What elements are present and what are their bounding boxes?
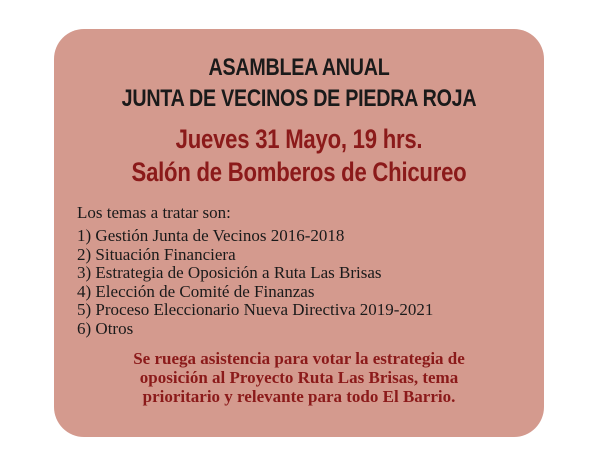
topic-item: 6) Otros [77, 318, 134, 338]
closing-note-line2: oposición al Proyecto Ruta Las Brisas, tema [139, 368, 459, 387]
topic-item: 3) Estrategia de Oposición a Ruta Las Brisas [77, 263, 382, 283]
notice-title-line1: ASAMBLEA ANUAL [208, 54, 390, 81]
closing-note-line1: Se ruega asistencia para votar la estrategia de [133, 349, 465, 368]
topic-item: 1) Gestión Junta de Vecinos 2016-2018 [77, 226, 345, 245]
event-date: Jueves 31 Mayo, 19 hrs. [175, 124, 423, 154]
closing-note [74, 349, 524, 406]
closing-note-line3: prioritario y relevante para todo El Barrio. [142, 387, 456, 406]
topics-intro: Los temas a tratar son: [77, 203, 231, 222]
topic-item: 2) Situación Financiera [77, 244, 236, 264]
notice-card [54, 29, 544, 437]
topics-list [77, 227, 433, 339]
notice-title-line2: JUNTA DE VECINOS DE PIEDRA ROJA [121, 85, 477, 112]
topic-item: 5) Proceso Eleccionario Nueva Directiva 2019-2021 [77, 300, 434, 320]
topic-item: 4) Elección de Comité de Finanzas [77, 281, 315, 301]
event-venue: Salón de Bomberos de Chicureo [131, 157, 467, 187]
